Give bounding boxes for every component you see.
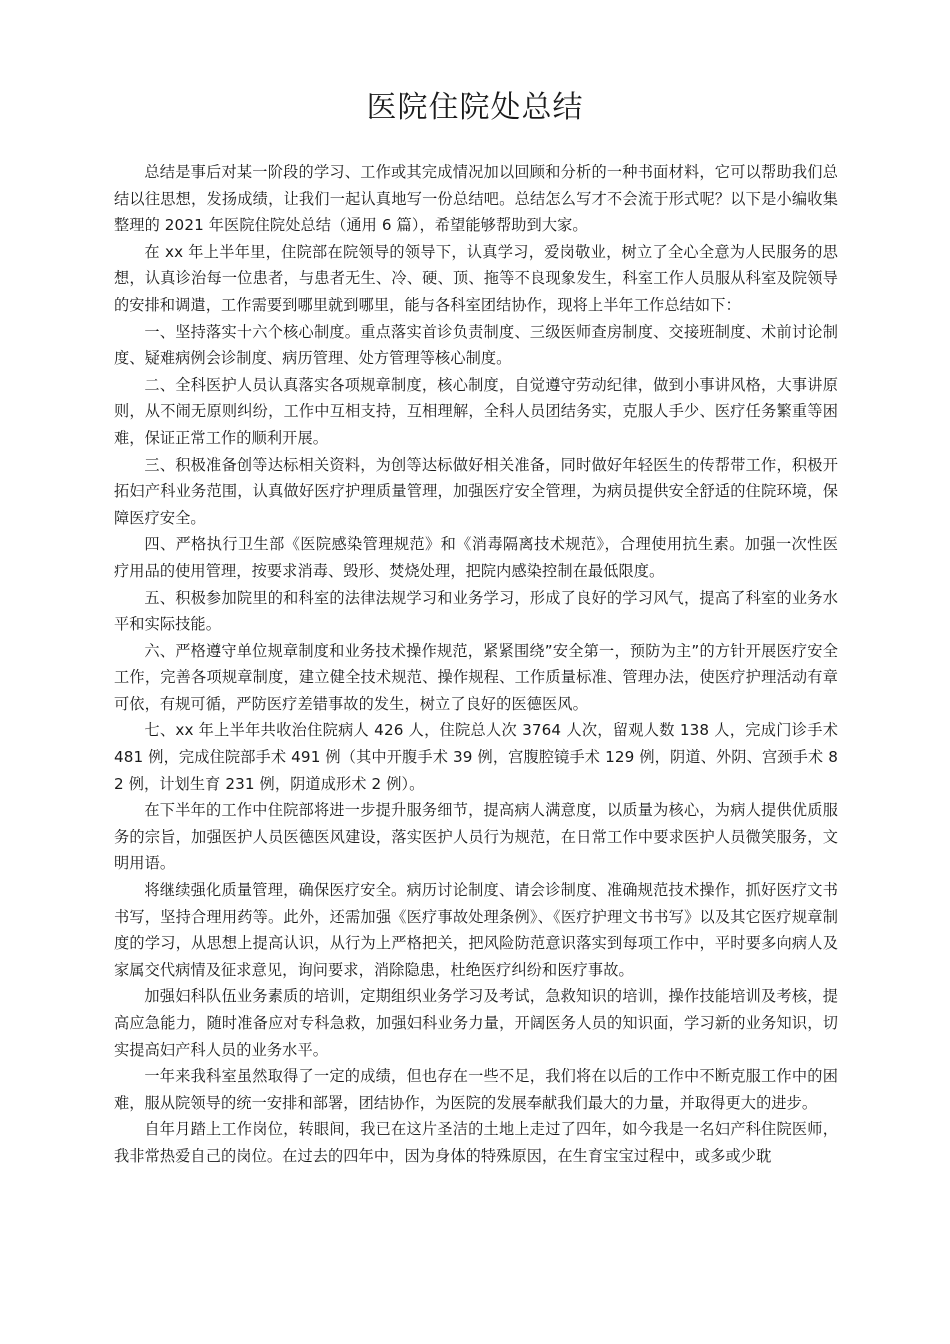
paragraph-training: 加强妇科队伍业务素质的培训，定期组织业务学习及考试，急救知识的培训，操作技能培训及考核，提高应急能力，随时准备应对专科急救，加强妇科业务力量，开阔医务人员的知识面，学习新的业务知识，切实提高妇产科人员的业务水平。 [114, 987, 838, 1059]
paragraph-personal: 自年月踏上工作岗位，转眼间，我已在这片圣洁的土地上走过了四年，如今我是一名妇产科住院医师，我非常热爱自己的岗位。在过去的四年中，因为身体的特殊原因，在生育宝宝过程中，或多或少耽 [114, 1120, 838, 1165]
paragraph-item-1: 一、坚持落实十六个核心制度。重点落实首诊负责制度、三级医师查房制度、交接班制度、术前讨论制度、疑难病例会诊制度、病历管理、处方管理等核心制度。 [114, 322, 838, 368]
paragraph-overview: 在 xx 年上半年里，住院部在院领导的领导下，认真学习，爱岗敬业，树立了全心全意为人民服务的思想，认真诊治每一位患者，与患者无生、冷、硬、顶、拖等不良现象发生，科室工作人员服从科室及院领导的安排和调遣，工作需要到哪里就到哪里，能与各科室团结协作，现将上半年工作总结如下： [114, 242, 838, 314]
paragraph-item-4: 四、严格执行卫生部《医院感染管理规范》和《消毒隔离技术规范》，合理使用抗生素。加强一次性医疗用品的使用管理，按要求消毒、毁形、焚烧处理，把院内感染控制在最低限度。 [114, 535, 838, 580]
paragraph-item-3: 三、积极准备创等达标相关资料，为创等达标做好相关准备，同时做好年轻医生的传帮带工作，积极开拓妇产科业务范围，认真做好医疗护理质量管理，加强医疗安全管理，为病员提供安全舒适的住院环境，保障医疗安全。 [114, 455, 838, 527]
paragraph-quality: 将继续强化质量管理，确保医疗安全。病历讨论制度、请会诊制度、准确规范技术操作，抓好医疗文书书写，坚持合理用药等。此外，还需加强《医疗事故处理条例》、《医疗护理文书书写》以及其它医疗规章制度的学习，从思想上提高认识，从行为上严格把关，把风险防范意识落实到每项工作中，平时要多向病人及家属交代病情及征求意见，询问要求，消除隐患，杜绝医疗纠纷和医疗事故。 [114, 881, 838, 979]
paragraph-item-7: 七、xx 年上半年共收治住院病人 426 人，住院总人次 3764 人次，留观人数 138 人，完成门诊手术 481 例，完成住院部手术 491 例（其中开腹手术 39 例，宫腹腔镜手术 129 例，阴道、外阴、宫颈手术 82 例，计划生育 231 例，阴道成形术 2 例）。 [114, 721, 838, 793]
paragraph-intro: 总结是事后对某一阶段的学习、工作或其完成情况加以回顾和分析的一种书面材料，它可以帮助我们总结以往思想，发扬成绩，让我们一起认真地写一份总结吧。总结怎么写才不会流于形式呢？以下是小编收集整理的 2021 年医院住院处总结（通用 6 篇），希望能够帮助到大家。 [114, 163, 838, 235]
paragraph-plan: 在下半年的工作中住院部将进一步提升服务细节，提高病人满意度，以质量为核心，为病人提供优质服务的宗旨，加强医护人员医德医风建设，落实医护人员行为规范，在日常工作中要求医护人员微笑服务，文明用语。 [114, 801, 838, 873]
page-title: 医院住院处总结 [366, 90, 584, 125]
paragraph-item-2: 二、全科医护人员认真落实各项规章制度，核心制度，自觉遵守劳动纪律，做到小事讲风格，大事讲原则，从不闹无原则纠纷，工作中互相支持，互相理解，全科人员团结务实，克服人手少、医疗任务繁重等困难，保证正常工作的顺利开展。 [114, 375, 838, 447]
document-body [114, 159, 838, 1170]
paragraph-conclusion: 一年来我科室虽然取得了一定的成绩，但也存在一些不足，我们将在以后的工作中不断克服工作中的困难，服从院领导的统一安排和部署，团结协作，为医院的发展奉献我们最大的力量，并取得更大的进步。 [114, 1067, 838, 1112]
paragraph-item-6: 六、严格遵守单位规章制度和业务技术操作规范，紧紧围绕”安全第一，预防为主”的方针开展医疗安全工作，完善各项规章制度，建立健全技术规范、操作规程、工作质量标准、管理办法，使医疗护理活动有章可依，有规可循，严防医疗差错事故的发生，树立了良好的医德医风。 [114, 641, 838, 713]
paragraph-item-5: 五、积极参加院里的和科室的法律法规学习和业务学习，形成了良好的学习风气，提高了科室的业务水平和实际技能。 [114, 588, 838, 634]
